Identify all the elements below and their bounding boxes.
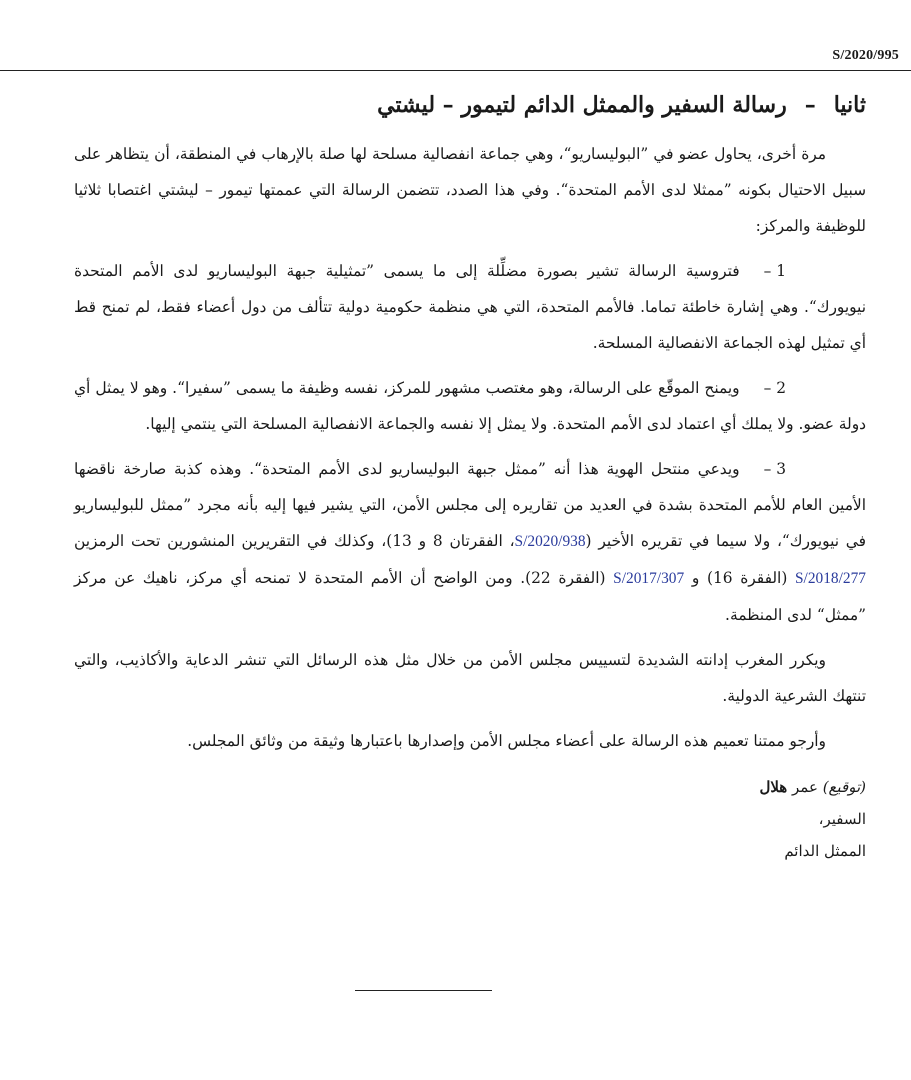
header-rule bbox=[0, 70, 911, 71]
heading-title: رسالة السفير والممثل الدائم لتيمور – ليشتي bbox=[377, 92, 787, 118]
request-paragraph: وأرجو ممتنا تعميم هذه الرسالة على أعضاء مجلس الأمن وإصدارها باعتبارها وثيقة من وثائق المجلس. bbox=[187, 732, 826, 750]
signatory-title-permanent-representative: الممثل الدائم bbox=[784, 842, 866, 860]
section-heading bbox=[74, 92, 866, 118]
item-text-part-d: (الفقرة 22). ومن الواضح أن الأمم المتحدة لا تمنحه أي مركز، ناهيك عن مركز ”ممثل“ لدى المنظمة. bbox=[74, 569, 866, 624]
document-link-s-2017-307[interactable]: S/2017/307 bbox=[613, 570, 685, 587]
numbered-paragraph-2 bbox=[74, 370, 866, 442]
item-text: ويمنح الموقّع على الرسالة، وهو مغتصب مشهور للمركز، نفسه وظيفة ما يسمى ”سفيرا“. وهو لا يمثل أي دولة عضو. ولا يملك أي اعتماد لدى الأمم المتحدة. ولا يمثل إلا نفسه والجماعة الانفصالية المسلحة التي ينتمي إليها. bbox=[74, 379, 866, 433]
item-text-part-b: ، الفقرتان 8 و 13)، وكذلك في التقريرين المنشورين تحت الرمزين bbox=[74, 532, 515, 550]
footer-rule bbox=[355, 990, 492, 991]
item-number: 1 – bbox=[763, 262, 786, 280]
signatory-title-ambassador: السفير، bbox=[818, 810, 866, 828]
signed-label: (توقيع) bbox=[822, 778, 866, 796]
document-symbol: S/2020/995 bbox=[832, 48, 899, 63]
heading-ordinal: ثانيا bbox=[833, 92, 866, 118]
numbered-paragraph-1 bbox=[74, 253, 866, 361]
document-link-s-2020-938[interactable]: S/2020/938 bbox=[514, 533, 586, 550]
signatory-first-name: عمر bbox=[792, 778, 818, 796]
heading-dash: – bbox=[804, 92, 816, 118]
item-number: 3 – bbox=[763, 460, 786, 478]
reiterate-paragraph: ويكرر المغرب إدانته الشديدة لتسييس مجلس الأمن من خلال مثل هذه الرسائل التي تنشر الدعاية والأكاذيب، والتي تنتهك الشرعية الدولية. bbox=[74, 651, 866, 705]
item-text: فتروسية الرسالة تشير بصورة مضلِّلة إلى ما يسمى ”تمثيلية جبهة البوليساريو لدى الأمم المتحدة نيويورك“. وهي إشارة خاطئة تماما. فالأمم المتحدة، التي هي منظمة حكومية دولية تتألف من دول أعضاء فقط، لم تمنح قط أي تمثيل لهذه الجماعة الانفصالية المسلحة. bbox=[74, 262, 866, 352]
item-number: 2 – bbox=[763, 379, 786, 397]
signature-block bbox=[74, 771, 866, 867]
intro-paragraph: مرة أخرى، يحاول عضو في ”البوليساريو“، وهي جماعة انفصالية مسلحة لها صلة بالإرهاب في المنطقة، أن يتظاهر على سبيل الاحتيال بكونه ”ممثلا لدى الأمم المتحدة“. وفي هذا الصدد، تتضمن الرسالة التي عممتها تيمور – ليشتي اغتصابا ثلاثيا للوظيفة والمركز: bbox=[74, 145, 866, 235]
item-text-part-a: ويدعي منتحل الهوية هذا أنه ”ممثل جبهة البوليساريو لدى الأمم المتحدة“. وهذه كذبة صارخة ناقضها الأمين العام للأمم المتحدة بشدة في العديد من تقاريره إلى مجلس الأمن، التي يشير فيها إليه بأنه مجرد ”ممثل للبوليساريو في نيويورك“، ولا سيما في تقريره الأخير ( bbox=[74, 460, 866, 550]
signature-line bbox=[74, 771, 866, 803]
signatory-last-name: هلال bbox=[759, 778, 788, 796]
numbered-paragraph-3 bbox=[74, 451, 866, 633]
document-body bbox=[74, 92, 866, 867]
item-text-part-c: (الفقرة 16) و bbox=[684, 569, 795, 587]
document-link-s-2018-277[interactable]: S/2018/277 bbox=[795, 570, 866, 587]
